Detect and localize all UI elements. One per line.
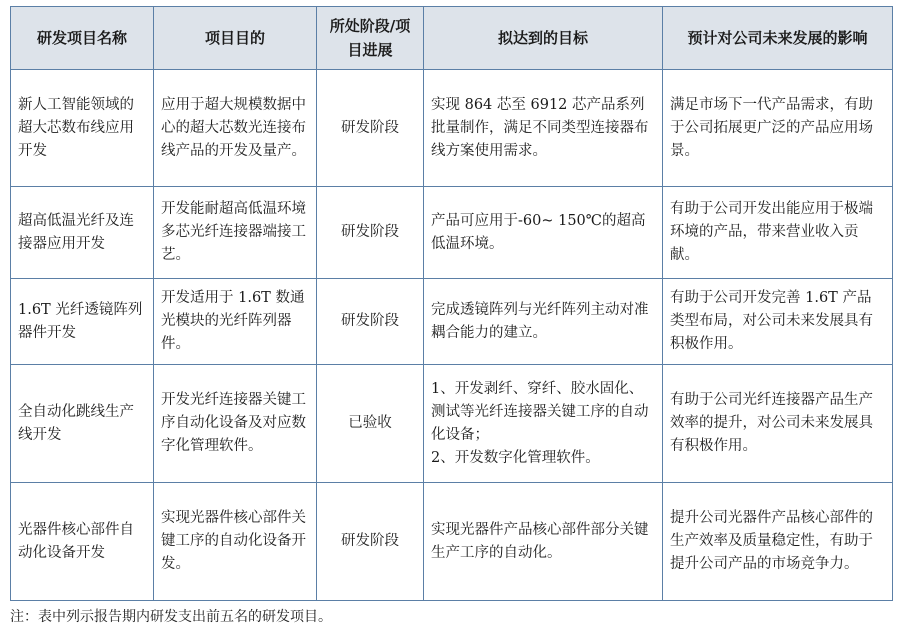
table-row	[11, 187, 893, 279]
header-project-name: 研发项目名称	[11, 7, 154, 70]
project-goal-cell: 实现光器件产品核心部件部分关键生产工序的自动化。	[424, 483, 663, 601]
project-goal-cell: 1、开发剥纤、穿纤、胶水固化、测试等光纤连接器关键工序的自动化设备； 2、开发数字化管理软件。	[424, 365, 663, 483]
project-stage-cell: 已验收	[317, 365, 424, 483]
project-impact-cell: 提升公司光器件产品核心部件的生产效率及质量稳定性，有助于提升公司产品的市场竞争力。	[663, 483, 893, 601]
table-footnote: 注：表中列示报告期内研发支出前五名的研发项目。	[10, 609, 332, 625]
header-impact: 预计对公司未来发展的影响	[663, 7, 893, 70]
table-row	[11, 365, 893, 483]
header-stage: 所处阶段/项目进展	[317, 7, 424, 70]
project-impact-cell: 有助于公司光纤连接器产品生产效率的提升，对公司未来发展具有积极作用。	[663, 365, 893, 483]
project-goal-cell: 产品可应用于-60~ 150℃的超高低温环境。	[424, 187, 663, 279]
project-impact-cell: 有助于公司开发完善 1.6T 产品类型布局，对公司未来发展具有积极作用。	[663, 279, 893, 365]
project-name-cell: 光器件核心部件自动化设备开发	[11, 483, 154, 601]
rd-projects-table	[10, 6, 893, 601]
project-stage-cell: 研发阶段	[317, 483, 424, 601]
header-goal: 拟达到的目标	[424, 7, 663, 70]
project-name-cell: 全自动化跳线生产线开发	[11, 365, 154, 483]
project-purpose-cell: 开发能耐超高低温环境多芯光纤连接器端接工艺。	[154, 187, 317, 279]
project-stage-cell: 研发阶段	[317, 279, 424, 365]
project-impact-cell: 满足市场下一代产品需求，有助于公司拓展更广泛的产品应用场景。	[663, 70, 893, 187]
table-header-row	[11, 7, 893, 70]
project-purpose-cell: 实现光器件核心部件关键工序的自动化设备开发。	[154, 483, 317, 601]
project-purpose-cell: 应用于超大规模数据中心的超大芯数光连接布线产品的开发及量产。	[154, 70, 317, 187]
project-name-cell: 超高低温光纤及连接器应用开发	[11, 187, 154, 279]
project-purpose-cell: 开发适用于 1.6T 数通光模块的光纤阵列器件。	[154, 279, 317, 365]
table-row	[11, 279, 893, 365]
project-stage-cell: 研发阶段	[317, 70, 424, 187]
table-row	[11, 70, 893, 187]
header-project-purpose: 项目目的	[154, 7, 317, 70]
project-purpose-cell: 开发光纤连接器关键工序自动化设备及对应数字化管理软件。	[154, 365, 317, 483]
project-name-cell: 新人工智能领域的超大芯数布线应用开发	[11, 70, 154, 187]
project-name-cell: 1.6T 光纤透镜阵列器件开发	[11, 279, 154, 365]
project-goal-cell: 完成透镜阵列与光纤阵列主动对准耦合能力的建立。	[424, 279, 663, 365]
project-impact-cell: 有助于公司开发出能应用于极端环境的产品，带来营业收入贡献。	[663, 187, 893, 279]
table-row	[11, 483, 893, 601]
project-stage-cell: 研发阶段	[317, 187, 424, 279]
project-goal-cell: 实现 864 芯至 6912 芯产品系列批量制作，满足不同类型连接器布线方案使用需求。	[424, 70, 663, 187]
